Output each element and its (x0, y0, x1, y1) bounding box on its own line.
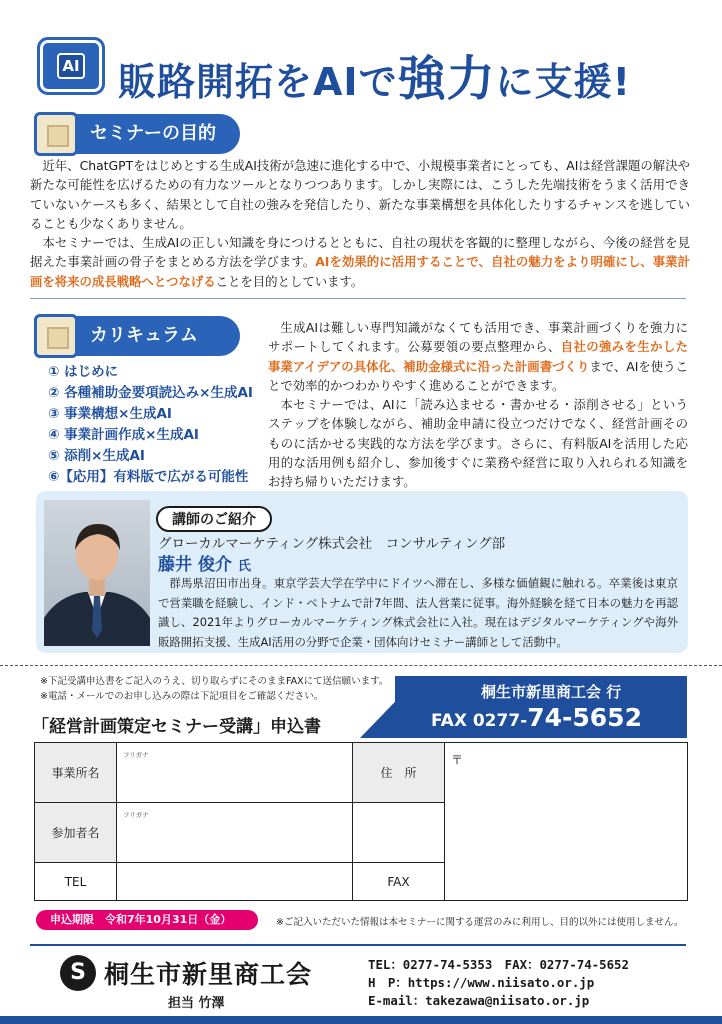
page-title (118, 40, 631, 109)
curriculum-list (48, 362, 264, 488)
curriculum-item: ③ 事業構想×生成AI (48, 406, 172, 422)
purpose-heading-text: セミナーの目的 (90, 123, 216, 144)
title-part-d: に支援! (495, 60, 631, 104)
instructor-heading: 講師のご紹介 (156, 506, 272, 532)
curriculum-item: ⑥【応用】有料版で広がる可能性 (48, 469, 249, 485)
instructor-photo (44, 500, 150, 646)
form-note-1: ※下記受講申込書をご記入のうえ、切り取らずにそのままFAXにて送信願います。 (40, 676, 389, 687)
purpose-text (30, 156, 690, 291)
instructor-bio-text: 群馬県沼田市出身。東京学芸大学在学中にドイツへ滞在し、多様な価値観に触れる。卒業後は東京で営業職を経験し、インド・ベトナムで計7年間、法人営業に従事。海外経験を経て日本の魅力を再認識し、2021年よりグローカルマーケティング株式会社に入社。現在はデジタルマーケティングや海外販路開拓支援、生成AI活用の分野で企業・団体向けセミナー講師として活動中。 (158, 576, 678, 649)
curriculum-item: ① はじめに (48, 364, 119, 380)
purpose-p2-highlight: AIを効果的に活用することで、自社の魅力をより明確にし、事業計画を将来の成長戦略へとつなげる (30, 254, 690, 289)
curriculum-heading-text: カリキュラム (90, 325, 198, 346)
fax-number: 74-5652 (527, 703, 642, 732)
purpose-paragraph-2 (30, 233, 690, 291)
participant-name-label: 参加者名 (35, 803, 117, 863)
footer-homepage-link[interactable]: H P：https://www.niisato.or.jp (368, 975, 595, 990)
fax-label: FAX (353, 863, 445, 901)
footer-contact-lines (368, 956, 629, 1010)
title-part-b: AIで (313, 60, 398, 104)
business-name-field[interactable] (117, 743, 353, 803)
curriculum-p1-b: まで、AIを使うことで効率的かつわかりやすく進めることができます。 (268, 358, 688, 393)
purpose-p2-b: ことを目的としています。 (215, 273, 364, 289)
curriculum-item: ② 各種補助金要項読込み×生成AI (48, 385, 253, 401)
chip-icon (34, 112, 78, 156)
title-part-c: 強力 (397, 51, 496, 107)
cut-line (0, 665, 722, 666)
footer-org: 桐生市新里商工会 (104, 960, 313, 989)
chip-icon (34, 314, 78, 358)
curriculum-paragraph-2: 本セミナーでは、AIに「読み込ませる・書かせる・添削させる」というステップを体験しながら、補助金申請に役立つだけでなく、経営計画そのものに活かせる実践的な方法を学びます。さらに、有料版AIを活用した応用的な活用例も紹介し、参加後すぐに業務や経営に取り入れられる知識をお持ち帰りいただけます。 (268, 397, 688, 490)
form-notes (40, 674, 388, 704)
furigana-hint: フリガナ (123, 751, 149, 759)
deadline-badge: 申込期限 令和7年10月31日（金） (36, 910, 258, 930)
ai-chip-label: AI (57, 53, 85, 79)
section-divider (30, 298, 686, 299)
title-part-a: 販路開拓を (118, 60, 314, 104)
form-title: 「経営計画策定セミナー受講」申込書 (32, 717, 321, 737)
tel-field[interactable] (117, 863, 353, 901)
footer-email-link[interactable]: E-mail：takezawa@niisato.or.jp (368, 993, 590, 1008)
curriculum-p1-highlight: 自社の強みを生かした事業アイデアの具体化、補助金様式に沿った計画書づくり (268, 339, 688, 374)
curriculum-item: ⑤ 添削×生成AI (48, 448, 145, 464)
furigana-hint: フリガナ (123, 811, 149, 819)
instructor-bio (158, 574, 678, 652)
curriculum-text (268, 318, 688, 492)
form-note-2: ※電話・メールでのお申し込みの際は下記項目をご確認ください。 (40, 691, 324, 702)
address-spacer (353, 803, 445, 863)
footer-divider (30, 944, 686, 946)
footer-bar (0, 1016, 722, 1024)
instructor-org: グローカルマーケティング株式会社 コンサルティング部 (158, 536, 506, 552)
privacy-note: ※ご記入いただいた情報は本セミナーに関する運営のみに利用し、目的以外には使用しません。 (276, 917, 684, 928)
org-logo-icon: S (60, 955, 96, 991)
address-label: 住 所 (353, 743, 445, 803)
footer-contact: 担当 竹澤 (168, 996, 225, 1011)
fax-recipient: 桐生市新里商工会 行 (481, 683, 622, 701)
ai-chip-icon (40, 40, 102, 92)
fax-destination (395, 676, 687, 738)
instructor-honorific: 氏 (237, 559, 251, 574)
purpose-p2-a: 本セミナーでは、生成AIの正しい知識を身につけるとともに、自社の現状を客観的に整理しながら、今後の経営を見据えた事業計画の骨子をまとめる方法を学びます。 (30, 235, 690, 270)
purpose-paragraph-1: 近年、ChatGPTをはじめとする生成AI技術が急速に進化する中で、小規模事業者にとっても、AIは経営課題の解決や新たな可能性を広げるための有力なツールとなりつつあります。しかし実際には、こうした先端技術をうまく活用できていないケースも多く、結果として自社の強みを発信したり、新たな事業構想を具体化したりするチャンスを逃していることも少なくありません。 (30, 158, 690, 231)
curriculum-p1-a: 生成AIは難しい専門知識がなくても活用でき、事業計画づくりを強力にサポートしてくれます。公募要領の要点整理から、 (268, 320, 688, 355)
tel-label: TEL (35, 863, 117, 901)
fax-prefix: FAX 0277- (431, 711, 528, 731)
curriculum-paragraph-1 (268, 318, 688, 395)
fax-number-line (431, 703, 642, 732)
participant-name-field[interactable] (117, 803, 353, 863)
instructor-name-line (158, 550, 251, 575)
curriculum-item: ④ 事業計画作成×生成AI (48, 427, 199, 443)
footer-tel-fax: TEL：0277-74-5353 FAX：0277-74-5652 (368, 957, 629, 972)
postal-mark: 〒 (451, 753, 464, 767)
business-name-label: 事業所名 (35, 743, 117, 803)
application-form (34, 742, 688, 901)
instructor-name: 藤井 俊介 (158, 555, 232, 575)
address-field[interactable] (445, 743, 688, 901)
